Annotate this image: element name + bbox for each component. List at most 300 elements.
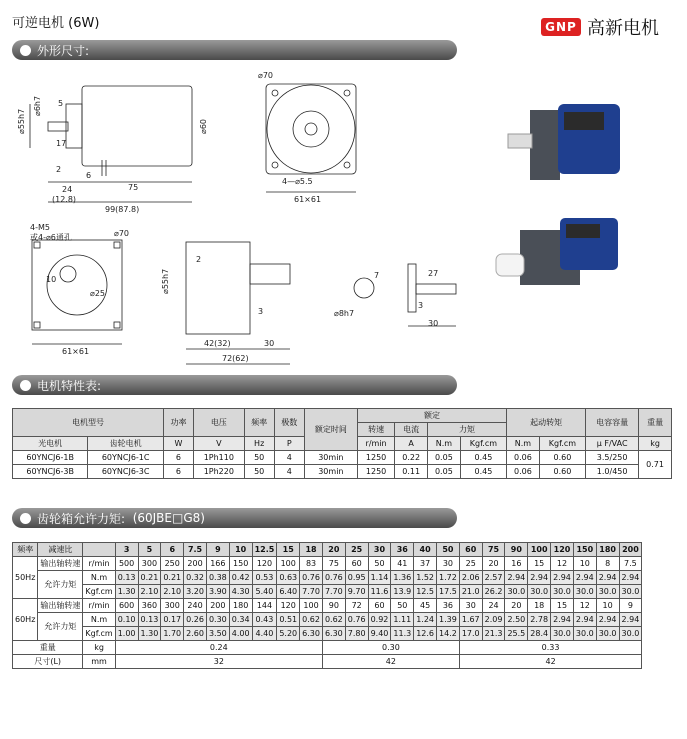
cell: 0.22 xyxy=(395,451,428,465)
cell: 0.17 xyxy=(161,613,184,627)
cell: 11.3 xyxy=(391,627,414,641)
cell: 1.00 xyxy=(115,627,138,641)
table-row xyxy=(13,627,642,641)
cell: 0.10 xyxy=(115,613,138,627)
cell: 2.94 xyxy=(573,571,596,585)
cell: 1.52 xyxy=(414,571,437,585)
h-gear: 齿轮电机 xyxy=(88,437,164,451)
cell: 120 xyxy=(551,543,574,557)
cell: 输出轴转速 xyxy=(38,599,83,613)
cell: 0.45 xyxy=(460,451,506,465)
cell: 30 xyxy=(368,543,391,557)
h-rated: 额定 xyxy=(357,409,506,423)
cell: 1.30 xyxy=(115,585,138,599)
cell: 3 xyxy=(115,543,138,557)
motor-front-view xyxy=(266,84,356,192)
cell: 4.30 xyxy=(229,585,252,599)
cell: 50 xyxy=(391,599,414,613)
cell: 频率 xyxy=(13,543,38,557)
cell: 0.76 xyxy=(345,613,368,627)
cell: 200 xyxy=(184,557,207,571)
cell: 30.0 xyxy=(596,627,619,641)
cell: 60YNCJ6-3C xyxy=(88,465,164,479)
cell: 0.95 xyxy=(345,571,368,585)
unit: r/min xyxy=(357,437,394,451)
label-2: 2 xyxy=(56,165,62,174)
label-g2: 2 xyxy=(196,255,202,264)
cell: 2.94 xyxy=(573,613,596,627)
h-speed: 转速 xyxy=(357,423,394,437)
label-s8h7: ⌀8h7 xyxy=(334,309,355,318)
cell: 2.06 xyxy=(459,571,482,585)
cell: 3.90 xyxy=(206,585,229,599)
cell: 9 xyxy=(619,599,642,613)
label-g30: 30 xyxy=(264,339,275,348)
cell: 30.0 xyxy=(573,585,596,599)
cell: 17.5 xyxy=(437,585,460,599)
cell: 1.11 xyxy=(391,613,414,627)
cell: 0.42 xyxy=(229,571,252,585)
cell: 0.30 xyxy=(206,613,229,627)
h-poles: 极数 xyxy=(274,409,304,437)
cell: 12.5 xyxy=(252,543,277,557)
cell: 72 xyxy=(345,599,368,613)
label-s3: 3 xyxy=(418,301,424,310)
cell: 0.45 xyxy=(460,465,506,479)
cell: 1.36 xyxy=(391,571,414,585)
cell: 0.21 xyxy=(138,571,161,585)
cell: 18 xyxy=(528,599,551,613)
cell: 7.5 xyxy=(184,543,207,557)
cell: 2.94 xyxy=(596,571,619,585)
cell: 0.24 xyxy=(115,641,322,655)
cell: 1Ph110 xyxy=(194,451,245,465)
cell: 16 xyxy=(505,557,528,571)
brand xyxy=(541,14,659,40)
cell: 90 xyxy=(322,599,345,613)
cell: 6 xyxy=(161,543,184,557)
cell: 60YNCJ6-3B xyxy=(13,465,88,479)
cell: 0.63 xyxy=(277,571,300,585)
cell: 41 xyxy=(391,557,414,571)
cell: 4 xyxy=(274,451,304,465)
cell: 0.76 xyxy=(322,571,345,585)
unit: N.m xyxy=(428,437,461,451)
cell: 25 xyxy=(345,543,368,557)
cell: 144 xyxy=(252,599,277,613)
table-row xyxy=(13,641,642,655)
cell: 200 xyxy=(206,599,229,613)
unit: A xyxy=(395,437,428,451)
cell: 50 xyxy=(244,451,274,465)
cell: 30.0 xyxy=(573,627,596,641)
cell: 14.2 xyxy=(437,627,460,641)
cell: 2.10 xyxy=(138,585,161,599)
cell: 2.50 xyxy=(505,613,528,627)
cell: 240 xyxy=(184,599,207,613)
bullet-icon xyxy=(20,513,31,524)
label-g72: 72(62) xyxy=(222,354,249,363)
unit: N.m xyxy=(507,437,540,451)
cell: 40 xyxy=(414,543,437,557)
cell: 2.60 xyxy=(184,627,207,641)
cell: 15 xyxy=(277,543,300,557)
cell: 20 xyxy=(482,557,505,571)
unit: Hz xyxy=(244,437,274,451)
cell: 150 xyxy=(573,543,596,557)
cell: 2.09 xyxy=(482,613,505,627)
label-12-8: (12.8) xyxy=(52,195,77,204)
gearbox-side-view xyxy=(186,242,290,364)
table-row xyxy=(13,451,672,465)
label-key: ⌀6h7 xyxy=(33,95,42,116)
cell: 5.40 xyxy=(252,585,277,599)
cell: 50 xyxy=(244,465,274,479)
cell: 12.6 xyxy=(414,627,437,641)
cell: 1250 xyxy=(357,451,394,465)
label-g3: 3 xyxy=(258,307,264,316)
cell: 24 xyxy=(482,599,505,613)
cell: 0.11 xyxy=(395,465,428,479)
cell: 30.0 xyxy=(528,585,551,599)
cell: Kgf.cm xyxy=(83,627,115,641)
cell: 0.06 xyxy=(507,465,540,479)
cell: 6.30 xyxy=(322,627,345,641)
cell: 360 xyxy=(138,599,161,613)
cell: 0.62 xyxy=(322,613,345,627)
cell: 75 xyxy=(322,557,345,571)
cell: 13.9 xyxy=(391,585,414,599)
cell: mm xyxy=(83,655,115,669)
label-g61: 61×61 xyxy=(62,347,90,356)
label-g10: 10 xyxy=(46,275,57,284)
cell: 30.0 xyxy=(551,585,574,599)
cell: 17.0 xyxy=(459,627,482,641)
cell: 166 xyxy=(206,557,229,571)
unit: W xyxy=(163,437,193,451)
cell: 300 xyxy=(161,599,184,613)
cell: 60 xyxy=(459,543,482,557)
cell: 0.05 xyxy=(428,465,461,479)
cell: 100 xyxy=(277,557,300,571)
cell: 2.94 xyxy=(551,613,574,627)
h-current: 电流 xyxy=(395,423,428,437)
cell: 6 xyxy=(163,451,193,465)
cell: 允许力矩 xyxy=(38,571,83,599)
cell: 2.78 xyxy=(528,613,551,627)
cell: 10 xyxy=(573,557,596,571)
section-dims: 外形尺寸: xyxy=(12,40,457,60)
label-60: ⌀60 xyxy=(199,119,208,134)
cell: 15 xyxy=(528,557,551,571)
cell: Kgf.cm xyxy=(83,585,115,599)
cell: 2.57 xyxy=(482,571,505,585)
cell: 180 xyxy=(229,599,252,613)
unit: P xyxy=(274,437,304,451)
motor-side-view xyxy=(30,86,192,202)
section-gear: 齿轮箱允许力矩: (60JBE□G8) xyxy=(12,508,457,528)
cell: 9 xyxy=(206,543,229,557)
h-model: 电机型号 xyxy=(13,409,164,437)
label-5: 5 xyxy=(58,99,64,108)
cell: 2.10 xyxy=(161,585,184,599)
label-17: 17 xyxy=(56,139,67,148)
cell: 0.34 xyxy=(229,613,252,627)
cell: 2.94 xyxy=(505,571,528,585)
cell: 输出轴转速 xyxy=(38,557,83,571)
label-6: 6 xyxy=(86,171,92,180)
label-24: 24 xyxy=(62,185,73,194)
bullet-icon xyxy=(20,380,31,391)
cell: 6.30 xyxy=(300,627,323,641)
cell: 32 xyxy=(115,655,322,669)
cell: 36 xyxy=(391,543,414,557)
cell: 26.2 xyxy=(482,585,505,599)
label-m5: 4-M5 xyxy=(30,223,50,232)
cell: 0.21 xyxy=(161,571,184,585)
cell: 5 xyxy=(138,543,161,557)
h-power: 功率 xyxy=(163,409,193,437)
cell: N.m xyxy=(83,571,115,585)
cell: 12 xyxy=(573,599,596,613)
cell: 60YNCJ6-1C xyxy=(88,451,164,465)
cell: r/min xyxy=(83,599,115,613)
table-row xyxy=(13,557,642,571)
cell: 1.0/450 xyxy=(586,465,639,479)
cell: 30.0 xyxy=(551,627,574,641)
cell: 0.30 xyxy=(322,641,459,655)
dimension-drawings xyxy=(10,64,490,374)
cell: 6.40 xyxy=(277,585,300,599)
cell: 2.94 xyxy=(528,571,551,585)
cell: 100 xyxy=(300,599,323,613)
cell: 7.70 xyxy=(300,585,323,599)
cell: 50 xyxy=(437,543,460,557)
h-time: 额定时间 xyxy=(304,409,357,451)
cell: 3.50 xyxy=(206,627,229,641)
label-99: 99(87.8) xyxy=(105,205,140,214)
brand-name: 高新电机 xyxy=(587,18,659,39)
cell: 9.40 xyxy=(368,627,391,641)
cell: 0.62 xyxy=(300,613,323,627)
cell: 6 xyxy=(163,465,193,479)
cell: 3.20 xyxy=(184,585,207,599)
cell: 15 xyxy=(551,599,574,613)
cell: 0.76 xyxy=(300,571,323,585)
label-g70: ⌀70 xyxy=(114,229,129,238)
label-75: 75 xyxy=(128,183,139,192)
cell: 21.3 xyxy=(482,627,505,641)
table-row xyxy=(13,465,672,479)
cell: 0.33 xyxy=(459,641,642,655)
h-weight: 重量 xyxy=(639,409,672,437)
cell: 75 xyxy=(482,543,505,557)
cell: 25 xyxy=(459,557,482,571)
unit: V xyxy=(194,437,245,451)
label-s7: 7 xyxy=(374,271,380,280)
cell: 0.26 xyxy=(184,613,207,627)
spec-table xyxy=(12,408,672,479)
cell: 120 xyxy=(277,599,300,613)
cell: 2.94 xyxy=(551,571,574,585)
label-s30: 30 xyxy=(428,319,439,328)
cell: 45 xyxy=(414,599,437,613)
table-row xyxy=(13,655,642,669)
cell: 60 xyxy=(368,599,391,613)
cell: 83 xyxy=(300,557,323,571)
cell: 11.6 xyxy=(368,585,391,599)
cell: 12.5 xyxy=(414,585,437,599)
cell: 60YNCJ6-1B xyxy=(13,451,88,465)
cell xyxy=(83,543,115,557)
cell: 500 xyxy=(115,557,138,571)
cell: 150 xyxy=(229,557,252,571)
cell: kg xyxy=(83,641,115,655)
table-row xyxy=(13,585,642,599)
cell: 尺寸(L) xyxy=(13,655,83,669)
cell: 0.06 xyxy=(507,451,540,465)
cell: 2.94 xyxy=(619,613,642,627)
h-cap: 电容容量 xyxy=(586,409,639,437)
cell: 42 xyxy=(322,655,459,669)
cell: 减速比 xyxy=(38,543,83,557)
cell: 0.43 xyxy=(252,613,277,627)
cell: 30.0 xyxy=(596,585,619,599)
brand-logo: GNP xyxy=(541,18,581,36)
table-row xyxy=(13,599,642,613)
cell: 28.4 xyxy=(528,627,551,641)
cell: 0.32 xyxy=(184,571,207,585)
cell: 20 xyxy=(505,599,528,613)
label-s27: 27 xyxy=(428,269,439,278)
cell: 36 xyxy=(437,599,460,613)
section-specs: 电机特性表: xyxy=(12,375,457,395)
cell: 250 xyxy=(161,557,184,571)
table-row xyxy=(13,571,642,585)
label-shaft-dia: ⌀55h7 xyxy=(17,108,26,134)
gearbox-front-view xyxy=(32,240,122,344)
label-m5b: 或4-⌀6通孔 xyxy=(30,233,72,242)
label-g25: ⌀25 xyxy=(90,289,105,298)
table-row xyxy=(13,613,642,627)
cell: 12 xyxy=(551,557,574,571)
cell: 90 xyxy=(505,543,528,557)
cell: 1Ph220 xyxy=(194,465,245,479)
cell: 0.53 xyxy=(252,571,277,585)
table-row xyxy=(13,543,642,557)
cell: 0.38 xyxy=(206,571,229,585)
cell: 8 xyxy=(596,557,619,571)
page-title: 可逆电机 (6W) xyxy=(12,16,100,31)
cell: 0.60 xyxy=(539,451,585,465)
cell: 25.5 xyxy=(505,627,528,641)
cell: 1.30 xyxy=(138,627,161,641)
label-sq70: ⌀70 xyxy=(258,71,273,80)
cell: r/min xyxy=(83,557,115,571)
cell: 2.94 xyxy=(596,613,619,627)
cell: 1.24 xyxy=(414,613,437,627)
gear-torque-table xyxy=(12,542,642,669)
cell: 300 xyxy=(138,557,161,571)
cell: 30.0 xyxy=(505,585,528,599)
cell: 7.70 xyxy=(322,585,345,599)
cell: 30min xyxy=(304,465,357,479)
cell: 1.70 xyxy=(161,627,184,641)
cell: 21.0 xyxy=(459,585,482,599)
unit: kg xyxy=(639,437,672,451)
cell: 60 xyxy=(345,557,368,571)
gear-motor-photo xyxy=(490,200,640,320)
cell: 1250 xyxy=(357,465,394,479)
cell: 50 xyxy=(368,557,391,571)
cell: 0.60 xyxy=(539,465,585,479)
cell: 4.40 xyxy=(252,627,277,641)
h-light: 光电机 xyxy=(13,437,88,451)
cell: 30min xyxy=(304,451,357,465)
motor-photo xyxy=(500,90,650,210)
shaft-detail xyxy=(354,264,456,326)
cell: 9.70 xyxy=(345,585,368,599)
label-g-shaft: ⌀55h7 xyxy=(161,268,170,294)
h-freq: 频率 xyxy=(244,409,274,437)
cell: 100 xyxy=(528,543,551,557)
cell: 2.94 xyxy=(619,571,642,585)
cell: 0.13 xyxy=(115,571,138,585)
cell: 7.80 xyxy=(345,627,368,641)
cell: 18 xyxy=(300,543,323,557)
cell: 0.71 xyxy=(639,451,672,479)
cell: 42 xyxy=(459,655,642,669)
cell: 30 xyxy=(459,599,482,613)
label-holes: 4—⌀5.5 xyxy=(282,177,313,186)
cell: 30 xyxy=(437,557,460,571)
cell: 10 xyxy=(596,599,619,613)
cell: 5.20 xyxy=(277,627,300,641)
cell: 37 xyxy=(414,557,437,571)
unit: Kgf.cm xyxy=(539,437,585,451)
cell: 0.05 xyxy=(428,451,461,465)
cell: N.m xyxy=(83,613,115,627)
cell: 30.0 xyxy=(619,585,642,599)
h-start: 起动转矩 xyxy=(507,409,586,437)
cell: 120 xyxy=(252,557,277,571)
label-sq61: 61×61 xyxy=(294,195,322,204)
cell: 10 xyxy=(229,543,252,557)
cell: 7.5 xyxy=(619,557,642,571)
cell: 1.14 xyxy=(368,571,391,585)
label-g42: 42(32) xyxy=(204,339,231,348)
cell: 4 xyxy=(274,465,304,479)
cell: 重量 xyxy=(13,641,83,655)
cell: 60Hz xyxy=(13,599,38,641)
cell: 50Hz xyxy=(13,557,38,599)
cell: 允许力矩 xyxy=(38,613,83,641)
cell: 200 xyxy=(619,543,642,557)
cell: 0.51 xyxy=(277,613,300,627)
cell: 0.13 xyxy=(138,613,161,627)
h-torque: 力矩 xyxy=(428,423,507,437)
cell: 20 xyxy=(322,543,345,557)
cell: 30.0 xyxy=(619,627,642,641)
h-volt: 电压 xyxy=(194,409,245,437)
unit: Kgf.cm xyxy=(460,437,506,451)
cell: 3.5/250 xyxy=(586,451,639,465)
cell: 1.72 xyxy=(437,571,460,585)
cell: 1.39 xyxy=(437,613,460,627)
unit: μ F/VAC xyxy=(586,437,639,451)
cell: 180 xyxy=(596,543,619,557)
bullet-icon xyxy=(20,45,31,56)
